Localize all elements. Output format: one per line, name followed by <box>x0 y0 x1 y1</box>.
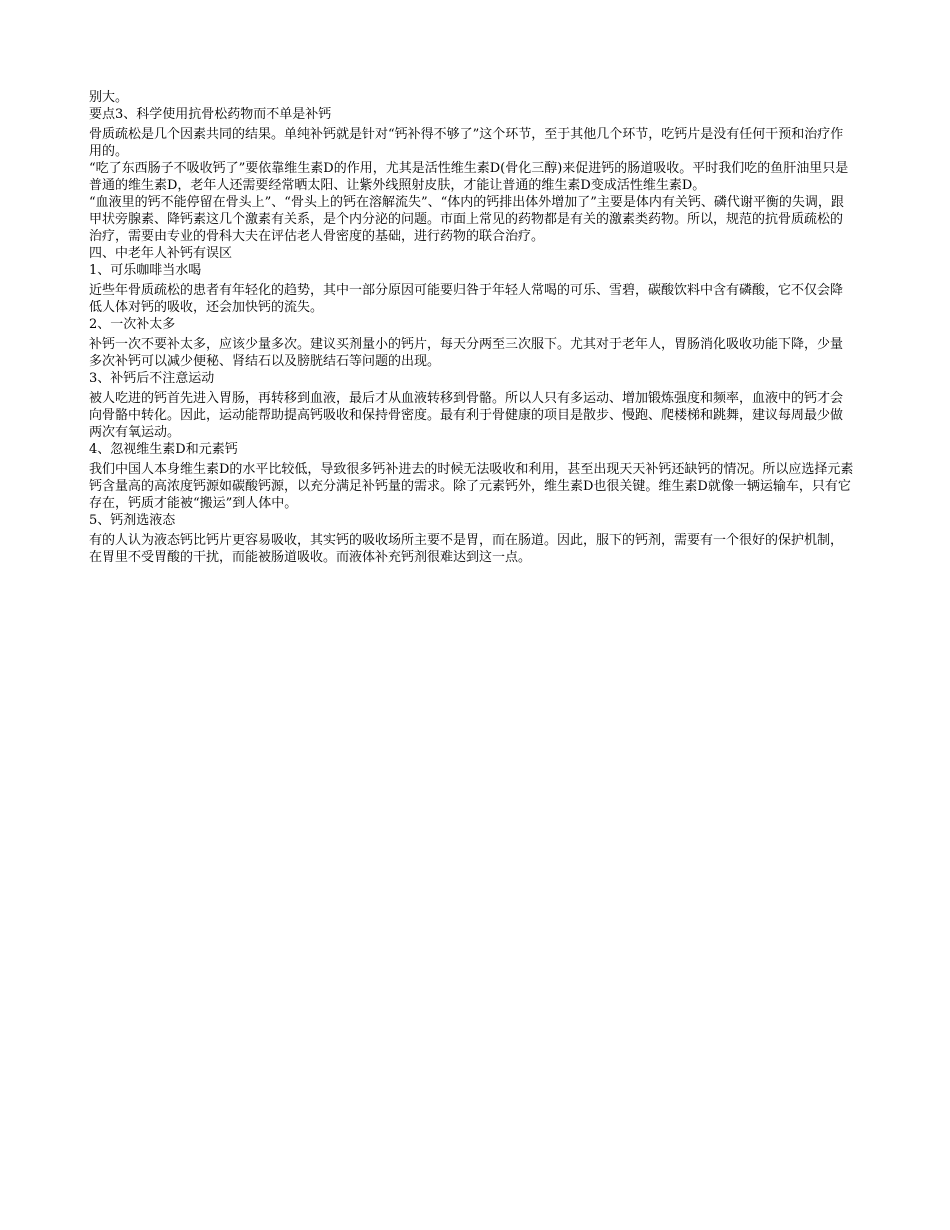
subheading-no-exercise: 3、补钙后不注意运动 <box>89 371 215 386</box>
subheading-cola-coffee: 1、可乐咖啡当水喝 <box>89 263 202 278</box>
subheading-too-much-at-once: 2、一次补太多 <box>89 317 176 332</box>
section-heading-misconceptions: 四、中老年人补钙有误区 <box>89 246 233 261</box>
paragraph-calcium-metabolism: “血液里的钙不能停留在骨头上”、“骨头上的钙在溶解流失”、“体内的钙排出体外增加了”主要是体内有关钙、磷代谢平衡的失调，跟甲状旁腺素、降钙素这几个激素有关系，是个内分泌的问题。市面上常见的药物都是有关的激素类药物。所以，规范的抗骨质疏松的治疗，需要由专业的骨科大夫在评估老人骨密度的基础，进行药物的联合治疗。 <box>89 195 844 244</box>
paragraph-continuation: 别大。 <box>89 90 129 105</box>
paragraph-liquid-calcium: 有的人认为液态钙比钙片更容易吸收，其实钙的吸收场所主要不是胃，而在肠道。因此，服下的钙剂，需要有一个很好的保护机制，在胃里不受胃酸的干扰，而能被肠道吸收。而液体补充钙剂很难达到这一点。 <box>89 533 844 565</box>
paragraph-vitamin-d: “吃了东西肠子不吸收钙了”要依靠维生素D的作用，尤其是活性维生素D(骨化三醇)来促进钙的肠道吸收。平时我们吃的鱼肝油里只是普通的维生素D，老年人还需要经常晒太阳、让紫外线照射皮肤，才能让普通的维生素D变成活性维生素D。 <box>89 161 849 193</box>
paragraph-osteoporosis-factors: 骨质疏松是几个因素共同的结果。单纯补钙就是针对“钙补得不够了”这个环节，至于其他几个环节，吃钙片是没有任何干预和治疗作用的。 <box>89 127 844 159</box>
section-heading-point-3: 要点3、科学使用抗骨松药物而不单是补钙 <box>89 107 332 122</box>
paragraph-cola-coffee: 近些年骨质疏松的患者有年轻化的趋势，其中一部分原因可能要归咎于年轻人常喝的可乐、雪碧，碳酸饮料中含有磷酸，它不仅会降低人体对钙的吸收，还会加快钙的流失。 <box>89 283 844 315</box>
document-page <box>89 89 854 566</box>
subheading-vitamin-d-elemental-calcium: 4、忽视维生素D和元素钙 <box>89 442 238 457</box>
paragraph-too-much-at-once: 补钙一次不要补太多，应该少量多次。建议买剂量小的钙片，每天分两至三次服下。尤其对于老年人，胃肠消化吸收功能下降，少量多次补钙可以减少便秘、肾结石以及膀胱结石等问题的出现。 <box>89 337 844 369</box>
paragraph-vitamin-d-elemental-calcium: 我们中国人本身维生素D的水平比较低，导致很多钙补进去的时候无法吸收和利用，甚至出现天天补钙还缺钙的情况。所以应选择元素钙含量高的高浓度钙源如碳酸钙源，以充分满足补钙量的需求。除了元素钙外，维生素D也很关键。维生素D就像一辆运输车，只有它存在，钙质才能被“搬运”到人体中。 <box>89 462 854 511</box>
subheading-liquid-calcium: 5、钙剂选液态 <box>89 513 176 528</box>
paragraph-no-exercise: 被人吃进的钙首先进入胃肠，再转移到血液，最后才从血液转移到骨骼。所以人只有多运动、增加锻炼强度和频率，血液中的钙才会向骨骼中转化。因此，运动能帮助提高钙吸收和保持骨密度。最有利于骨健康的项目是散步、慢跑、爬楼梯和跳舞，建议每周最少做两次有氧运动。 <box>89 391 844 440</box>
